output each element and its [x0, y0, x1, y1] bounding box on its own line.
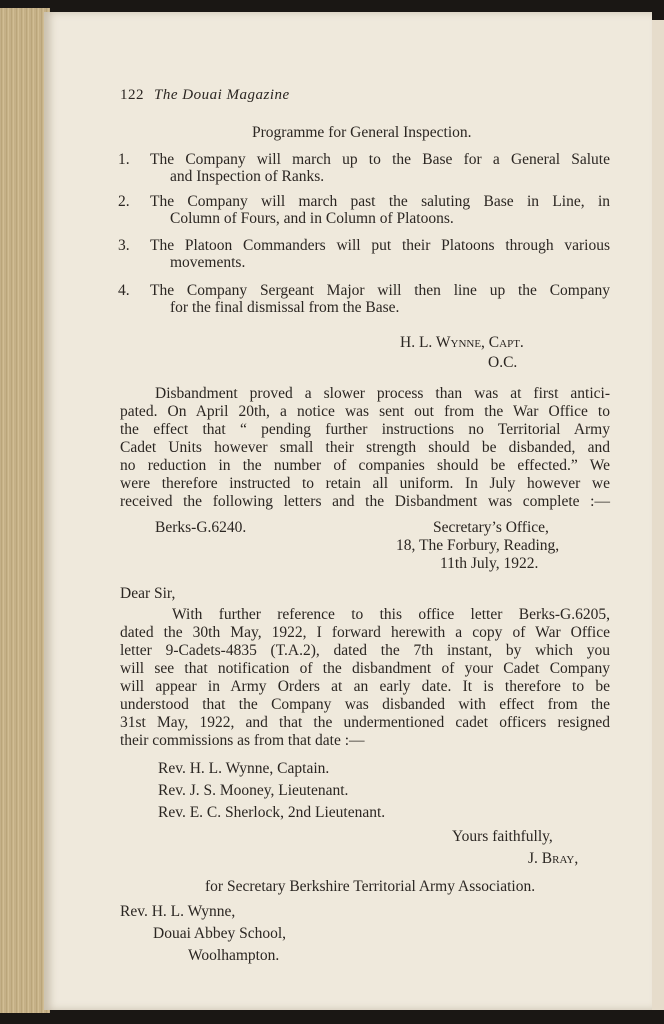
disbandment-line: Disbandment proved a slower process than was at first antici- — [155, 385, 610, 402]
item-1-line1: The Company will march up to the Base for a General Salute — [150, 151, 610, 168]
item-number: 4. — [118, 282, 130, 299]
page-number: 122 — [120, 87, 144, 103]
item-number: 1. — [118, 151, 130, 168]
officer-entry: Rev. E. C. Sherlock, 2nd Lieutenant. — [158, 804, 386, 821]
item-3-line1: The Platoon Commanders will put their Platoons through various — [150, 237, 610, 254]
letter-signatory-role: for Secretary Berkshire Territorial Army Association. — [205, 878, 536, 895]
letter-body-line: will see that notification of the disbandment of your Cadet Company — [120, 660, 610, 677]
letter-body-line: letter 9-Cadets-4835 (T.A.2), dated the 7th instant, by which you — [120, 642, 610, 659]
letter-body-line: dated the 30th May, 1922, I forward herewith a copy of War Office — [120, 624, 610, 641]
item-number: 2. — [118, 193, 130, 210]
disbandment-line: pated. On April 20th, a notice was sent out from the War Office to — [120, 403, 610, 420]
item-2-line1: The Company will march past the saluting Base in Line, in — [150, 193, 610, 210]
recipient-line: Rev. H. L. Wynne, — [120, 903, 236, 920]
recipient-line: Douai Abbey School, — [153, 925, 287, 942]
letter-signatory: J. Bray, — [528, 850, 579, 867]
item-2-line2: Column of Fours, and in Column of Platoons. — [170, 210, 454, 227]
book-page-edges — [0, 8, 50, 1013]
letter-body-line: With further reference to this office letter Berks-G.6205, — [172, 606, 610, 623]
officer-entry: Rev. H. L. Wynne, Captain. — [158, 760, 330, 777]
magazine-title: The Douai Magazine — [154, 87, 290, 103]
letter-address-line: Secretary’s Office, — [433, 519, 549, 536]
item-1-line2: and Inspection of Ranks. — [170, 168, 325, 185]
item-4-line2: for the final dismissal from the Base. — [170, 299, 400, 316]
programme-signature-title: O.C. — [488, 354, 518, 371]
letter-reference: Berks-G.6240. — [155, 519, 247, 536]
item-number: 3. — [118, 237, 130, 254]
disbandment-line: were therefore instructed to retain all uniform. In July however we — [120, 475, 610, 492]
disbandment-line: the effect that “ pending further instructions no Territorial Army — [120, 421, 610, 438]
letter-body-line: will appear in Army Orders at an early date. It is therefore to be — [120, 678, 610, 695]
programme-signature-name: H. L. Wynne, Capt. — [400, 334, 524, 351]
letter-address-line: 18, The Forbury, Reading, — [396, 537, 560, 554]
letter-salutation: Dear Sir, — [120, 585, 176, 602]
letter-closing: Yours faithfully, — [452, 828, 553, 845]
next-page-edge — [652, 20, 664, 1010]
disbandment-line: no reduction in the number of companies should be effected.” We — [120, 457, 610, 474]
letter-body-line: understood that the Company was disbanded with effect from the — [120, 696, 610, 713]
recipient-line: Woolhampton. — [188, 947, 280, 964]
running-header — [120, 87, 290, 104]
item-4-line1: The Company Sergeant Major will then line up the Company — [150, 282, 610, 299]
letter-body-line: their commissions as from that date :— — [120, 732, 365, 749]
programme-title: Programme for General Inspection. — [252, 124, 472, 141]
letter-body-line: 31st May, 1922, and that the undermentioned cadet officers resigned — [120, 714, 610, 731]
disbandment-line: received the following letters and the Disbandment was complete :— — [120, 493, 610, 510]
disbandment-line: Cadet Units however small their strength should be disbanded, and — [120, 439, 610, 456]
item-3-line2: movements. — [170, 254, 246, 271]
letter-date: 11th July, 1922. — [440, 555, 539, 572]
officer-entry: Rev. J. S. Mooney, Lieutenant. — [158, 782, 349, 799]
